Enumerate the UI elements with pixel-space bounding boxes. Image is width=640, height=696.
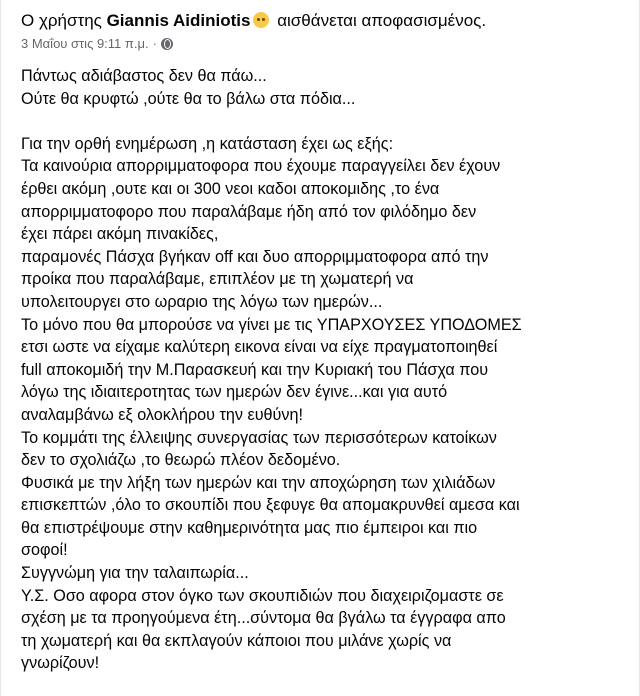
post-text-line: αναλαμβάνω εξ ολοκλήρου την ευθύνη! (21, 405, 304, 424)
post-text-line: Για την ορθή ενημέρωση ,η κατάσταση έχει ως εξής: (21, 134, 394, 153)
post-text-line: full αποκομιδή την Μ.Παρασκευή και την Κυριακή του Πάσχα που (21, 360, 489, 379)
post-text-line: Το κομμάτι της έλλειψης συνεργασίας των περισσότερων κατοίκων (21, 428, 497, 447)
post-text-line: τη χωματερή και θα εκπλαγούν κάποιοι που μιλάνε χωρίς να (21, 631, 452, 650)
post-text-line: γνωρίζουν! (21, 654, 100, 673)
meta-separator: · (152, 36, 157, 51)
post-text-line: ετσι ωστε να είχαμε καλύτερη εικονα είναι να είχε πραγματοποιηθεί (21, 338, 498, 357)
post-text-line: υπολειτουργει στο ωραριο της λόγω των ημερών... (21, 292, 383, 311)
confused-face-icon (253, 12, 269, 28)
header-prefix: Ο χρήστης (21, 11, 107, 30)
post-text-line: προίκα που παραλάβαμε, επιπλέον με τη χωματερή να (21, 270, 414, 289)
post-text-line: θα επιστρέψουμε στην καθημερινότητα μας πιο έμπειροι και πιο (21, 518, 478, 537)
post-text-line: σοφοί! (21, 541, 68, 560)
post-text-line: Πάντως αδιάβαστος δεν θα πάω... (21, 67, 267, 85)
feeling-text: αισθάνεται αποφασισμένος. (272, 11, 487, 30)
post-text-line: σχέση με τα προηγούμενα έτη...σύντομα θα βγάλω τα έγγραφα απο (21, 609, 506, 628)
post-text-line: έχει πάρει ακόμη πινακίδες, (21, 225, 219, 244)
post-text-line: δεν το σχολιάζω ,το θεωρώ πλέον δεδομένο. (21, 451, 341, 470)
post-timestamp-link[interactable]: 3 Μαΐου στις 9:11 π.μ. (21, 36, 149, 51)
post-paragraph (21, 133, 625, 675)
post-text-line: επισκεπτών ,όλο το σκουπίδι που ξεφυγε θα απομακρυνθεί αμεσα και (21, 496, 520, 515)
author-name-link[interactable]: Giannis Aidiniotis (106, 11, 251, 30)
post-text-line: λόγω της ιδιαιτεροτητας των ημερών δεν έγινε...και για αυτό (21, 383, 448, 402)
post-header (21, 10, 625, 32)
post-text-line: απορριμματοφορο που παραλάβαμε ήδη από τον φιλόδημο δεν (21, 202, 477, 221)
post-text-line: Φυσικά με την λήξη των ημερών και την αποχώρηση των χιλιάδων (21, 473, 496, 492)
post-text-line: έρθει ακόμη ,ουτε και οι 300 νεοι καδοι αποκομιδης ,το ένα (21, 179, 440, 198)
globe-icon[interactable] (161, 38, 173, 50)
post-meta (21, 36, 625, 52)
post-body (21, 65, 625, 675)
post-text-line: παραμονές Πάσχα βγήκαν off και δυο απορριμματοφορα από την (21, 247, 489, 266)
post-text-line: Συγγνώμη για την ταλαιπωρία... (21, 564, 249, 583)
post-text-line: Το μόνο που θα μπορούσε να γίνει με τις ΥΠΑΡΧΟΥΣΕΣ ΥΠΟΔΟΜΕΣ (21, 315, 522, 334)
post-text-line: Τα καινούρια απορριμματοφορα που έχουμε παραγγείλει δεν έχουν (21, 157, 501, 176)
post-text-line: Υ.Σ. Οσο αφορα στον όγκο των σκουπιδιών που διαχειριζομαστε σε (21, 586, 504, 605)
post-paragraph (21, 65, 625, 110)
post-text-line: Ούτε θα κρυφτώ ,ούτε θα το βάλω στα πόδια... (21, 89, 356, 108)
